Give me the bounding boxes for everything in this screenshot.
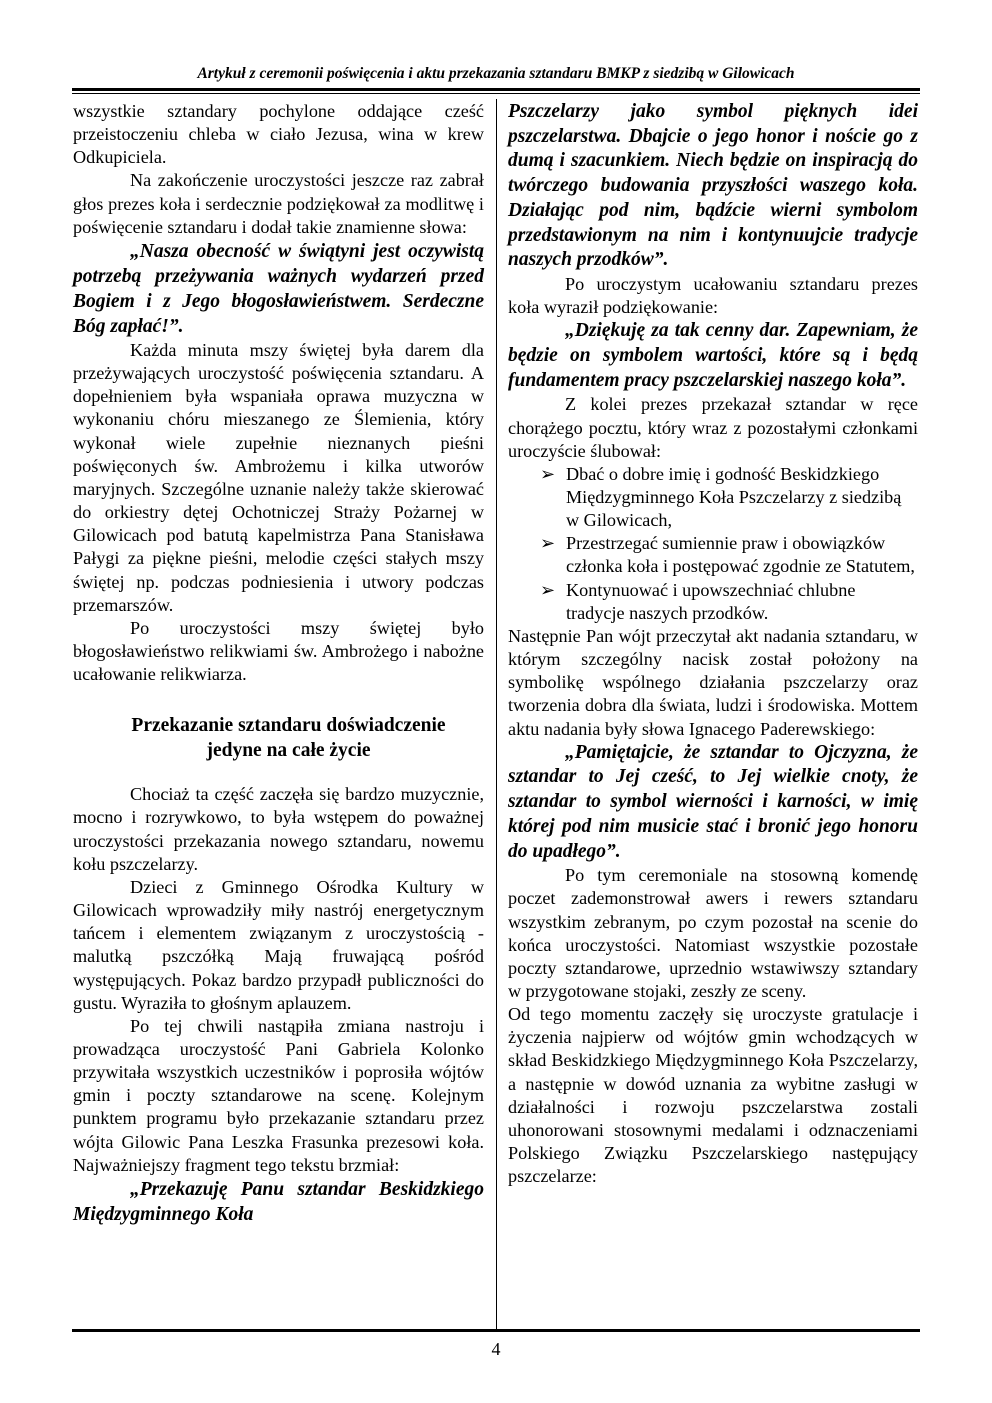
list-item-text: Dbać o dobre imię i godność Beskidzkiego Międzygminnego Koła Pszczelarzy z siedzibą w Gilowicach, [566,463,902,531]
paragraph: Chociaż ta część zaczęła się bardzo muzycznie, mocno i rozrywkowo, to była wstępem do poważnej uroczystości przekazania nowego sztandaru, nowemu kołu pszczelarzy. [73,784,484,874]
quote-president-thanks: „Dziękuję za tak cenny dar. Zapewniam, że będzie on symbolem wartości, które są i będą fundamentem pracy pszczelarskiej naszego koła”. [508,320,918,391]
list-item [508,532,918,578]
paragraph: Po tym ceremoniale na stosowną komendę poczet zademonstrował awers i rewers sztandaru wszystkim zebranym, po czym pozostał na scenie do końca uroczystości. Natomiast wszystkie pozostałe poczty sztandarowe, uprzednio wstawiwszy sztandary w przygotowane stojaki, zeszły ze sceny. [508,865,918,1001]
footer-rule [72,1329,920,1332]
arrow-bullet-icon: ➢ [540,533,556,554]
paragraph: Po uroczystym ucałowaniu sztandaru prezes koła wyraził podziękowanie: [508,273,918,318]
quote-banner-handover-continued: Pszczelarzy jako symbol pięknych idei pszczelarstwa. Dbajcie o jego honor i noście go z dumą i szacunkiem. Niech będzie on inspiracją do twórczego budowania przyszłości waszego koła. Działając pod nim, bądźcie wierni symbolom przedstawionym na nim i kontynuujcie tradycje naszych przodków”. [508,101,918,271]
section-heading-line: jedyne na całe życie [206,740,371,762]
paragraph: Następnie Pan wójt przeczytał akt nadania sztandaru, w którym szczególny nacisk został położony na symbolikę wspólnego działania pszczelarzy oraz tworzenia dobra dla świata, ludzi i środowiska. Mottem aktu nadania były słowa Ignacego Paderewskiego: [508,625,918,739]
right-column [508,100,918,1188]
page-header-title: Artykuł z ceremonii poświęcenia i aktu przekazania sztandaru BMKP z siedzibą w Gilowicach [197,65,795,82]
header-rule-thick [72,88,920,91]
quote-banner-handover: „Przekazuję Panu sztandar Beskidzkiego Międzygminnego Koła [73,1178,484,1225]
paragraph: Od tego momentu zaczęły się uroczyste gratulacje i życzenia najpierw od wójtów gmin wchodzących w skład Beskidzkiego Międzygminnego Koła Pszczelarzy, a następnie w dowód uznania za wybitne zasługi w działalności i rozwoju pszczelarstwa zostali uhonorowani stosownymi medalami i odznaczeniami Polskiego Związku Pszczelarskiego następujący pszczelarze: [508,1004,918,1187]
paragraph: Z kolei prezes przekazał sztandar w ręce chorążego pocztu, który wraz z pozostałymi członkami uroczyście ślubował: [508,394,918,461]
quote-blessing-thanks: „Nasza obecność w świątyni jest oczywistą potrzebą przeżywania ważnych wydarzeń przed Bogiem i z Jego błogosławieństwem. Serdeczne Bóg zapłać!”. [73,240,484,337]
paragraph: Po tej chwili nastąpiła zmiana nastroju i prowadząca uroczystość Pani Gabriela Kolonko przywitała wszystkich uczestników i poprosiła wójtów gmin i poczty sztandarowe na scenę. Kolejnym punktem programu było przekazanie sztandaru przez wójta Gilowic Pana Leszka Frasunka prezesowi koła. Najważniejszy fragment tego tekstu brzmiał: [73,1015,484,1175]
vow-list [508,463,918,625]
section-heading [73,713,484,763]
section-heading-line: Przekazanie sztandaru doświadczenie [131,715,446,737]
page-number: 4 [491,1339,501,1359]
arrow-bullet-icon: ➢ [540,579,556,600]
list-item-text: Kontynuować i upowszechniać chlubne tradycje naszych przodków. [566,579,856,623]
paragraph: Po uroczystości mszy świętej było błogosławieństwo relikwiami św. Ambrożego i nabożne ucałowanie relikwiarza. [73,617,484,685]
list-item-text: Przestrzegać sumiennie praw i obowiązków członka koła i postępować zgodnie ze Statutem, [566,533,915,577]
column-divider [496,99,497,1329]
quote-paderewski: „Pamiętajcie, że sztandar to Ojczyzna, że sztandar to Jej cześć, to Jej wielkie cnoty, że sztandar to symbol wierności i karności, w imię której pod nim musicie stać i bronić jego honoru do upadłego”. [508,741,918,862]
header-rule-thin [72,93,920,94]
list-item [508,579,918,625]
paragraph: wszystkie sztandary pochylone oddające cześć przeistoczeniu chleba w ciało Jezusa, wina w krew Odkupiciela. [73,101,484,168]
paragraph: Na zakończenie uroczystości jeszcze raz zabrał głos prezes koła i serdecznie podziękował za modlitwę i poświęcenie sztandaru i dodał takie znamienne słowa: [73,170,484,237]
paragraph: Każda minuta mszy świętej była darem dla przeżywających uroczystość poświęcenia sztandaru. A dopełnieniem była wspaniała oprawa muzyczna w wykonaniu chóru mieszanego ze Ślemienia, który wykonał wiele zupełnie nieznanych pieśni poświęconych św. Ambrożemu i kilka utworów maryjnych. Szczególne uznanie należy także skierować do orkiestry dętej Ochotniczej Straży Pożarnej w Gilowicach pod batutą kapelmistrza Pana Stanisława Pałygi za piękne pieśni, melodie części stałych mszy świętej np. podczas podniesienia i utwory podczas przemarszów. [73,339,484,615]
left-column [73,100,484,1227]
paragraph: Dzieci z Gminnego Ośrodka Kultury w Gilowicach wprowadziły miły nastrój energetycznym tańcem i elementem związanym z uroczystością - malutką pszczółką Mają fruwającą pośród występujących. Pokaz bardzo przypadł publiczności do gustu. Wyraziła to głośnym aplauzem. [73,876,484,1013]
list-item [508,463,918,532]
arrow-bullet-icon: ➢ [540,463,556,484]
